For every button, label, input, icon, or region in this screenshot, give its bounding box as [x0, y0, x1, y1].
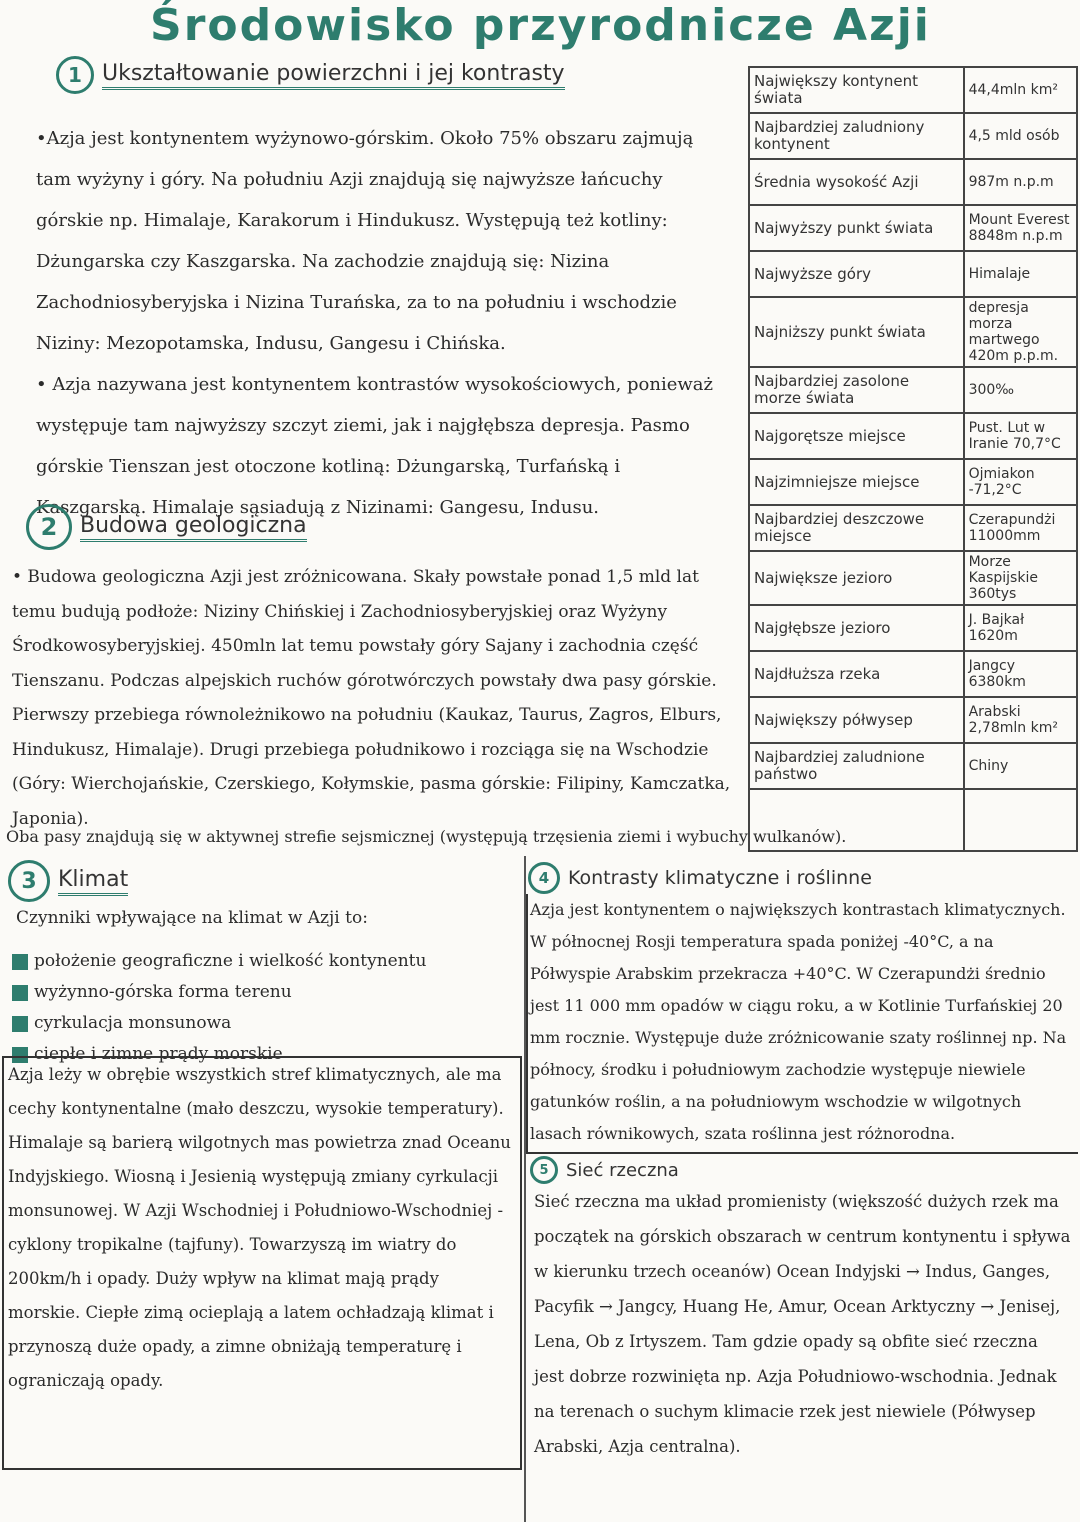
- fact-value: Chiny: [964, 743, 1077, 789]
- fact-value: 300‰: [964, 367, 1077, 413]
- section-4-text: Azja jest kontynentem o największych kontrastach klimatycznych. W północnej Rosji temperatura spada poniżej -40°C, a na Półwyspie Arabskim przekracza +40°C. W Czerapundżi średnio jest 11 000 mm opadów w ciągu roku, a w Kotlinie Turfańskiej 20 mm rocznie. Występuje duże zróżnicowanie szaty roślinnej np. Na północy, środku i południowym zachodzie występuje niewiele gatunków roślin, a na południowym wschodzie w wilgotnych lasach równikowych, szata roślinna jest różnorodna.: [530, 900, 1067, 1143]
- paragraph: • Azja nazywana jest kontynentem kontrastów wysokościowych, ponieważ występuje tam najwyższy szczyt ziemi, jak i najgłębsza depresja. Pasmo górskie Tienszan jest otoczone kotliną: Dżungarską, Turfańską i Kaszgarską. Himalaje sąsiadują z Nizinami: Gangesu, Indusu.: [36, 374, 714, 518]
- section-number: 1: [56, 56, 94, 94]
- facts-row: [749, 251, 1077, 297]
- fact-label: Najdłuższa rzeka: [749, 651, 964, 697]
- fact-label: Najniższy punkt świata: [749, 297, 964, 367]
- section-2-text: [12, 560, 732, 836]
- facts-row: [749, 297, 1077, 367]
- bullet-square-icon: [12, 954, 28, 970]
- section-2-header: [26, 504, 307, 550]
- fact-label: Średnia wysokość Azji: [749, 159, 964, 205]
- facts-row: [749, 697, 1077, 743]
- facts-row: [749, 367, 1077, 413]
- fact-value: [964, 789, 1077, 851]
- fact-label: Najwyższy punkt świata: [749, 205, 964, 251]
- section-5-text: Sieć rzeczna ma układ promienisty (większość dużych rzek ma początek na górskich obszarach w centrum kontynentu i spływa w kierunku trzech oceanów) Ocean Indyjski → Indus, Ganges, Pacyfik → Jangcy, Huang He, Amur, Ocean Arktyczny → Jenisej, Lena, Ob z Irtyszem. Tam gdzie opady są obfite sieć rzeczna jest dobrze rozwinięta np. Azja Południowo-wschodnia. Jednak na terenach o suchym klimacie rzek jest niewiele (Półwysep Arabski, Azja centralna).: [534, 1192, 1071, 1456]
- section-title: Sieć rzeczna: [566, 1159, 679, 1181]
- section-title: Klimat: [58, 867, 128, 896]
- section-4-header: [528, 862, 872, 894]
- fact-label: Najbardziej zaludniony kontynent: [749, 113, 964, 159]
- facts-table: [748, 66, 1078, 852]
- fact-label: Najwyższe góry: [749, 251, 964, 297]
- section-5-header: [530, 1156, 679, 1184]
- bullet-square-icon: [12, 985, 28, 1001]
- climate-intro: Czynniki wpływające na klimat w Azji to:: [16, 908, 368, 928]
- paragraph: • Budowa geologiczna Azji jest zróżnicowana. Skały powstałe ponad 1,5 mld lat temu budują podłoże: Niziny Chińskiej i Zachodniosyberyjskiej oraz Wyżyny Środkowosyberyjskiej. 450mln lat temu powstały góry Sajany i zachodnia część Tienszanu. Podczas alpejskich ruchów górotwórczych powstały dwa pasy górskie. Pierwszy przebiega równoleżnikowo na południu (Kaukaz, Taurus, Zagros, Elburs, Hindukusz, Himalaje). Drugi przebiega południkowo i rozciąga się na Wschodzie (Góry: Wierchojańskie, Czerskiego, Kołymskie, pasma górskie: Filipiny, Kamczatka, Japonia).: [12, 567, 731, 829]
- fact-label: Największy półwysep: [749, 697, 964, 743]
- fact-label: Najzimniejsze miejsce: [749, 459, 964, 505]
- fact-value: depresja morza martwego 420m p.p.m.: [964, 297, 1077, 367]
- facts-row: [749, 205, 1077, 251]
- fact-value: Pust. Lut w Iranie 70,7°C: [964, 413, 1077, 459]
- list-item-text: położenie geograficzne i wielkość kontynentu: [34, 951, 427, 971]
- fact-value: Mount Everest 8848m n.p.m: [964, 205, 1077, 251]
- fact-label: Największe jezioro: [749, 551, 964, 605]
- facts-row: [749, 67, 1077, 113]
- fact-label: Największy kontynent świata: [749, 67, 964, 113]
- section-3-text: Azja leży w obrębie wszystkich stref klimatycznych, ale ma cechy kontynentalne (mało deszczu, wysokie temperatury). Himalaje są barierą wilgotnych mas powietrza znad Oceanu Indyjskiego. Wiosną i Jesienią występują zmiany cyrkulacji monsunowej. W Azji Wschodniej i Południowo-Wschodniej - cyklony tropikalne (tajfuny). Towarzyszą im wiatry do 200km/h i opady. Duży wpływ na klimat mają prądy morskie. Ciepłe zimą ocieplają a latem ochładzają klimat i przynoszą duże opady, a zimne obniżają temperaturę i ograniczają opady.: [8, 1065, 511, 1390]
- bullet-square-icon: [12, 1016, 28, 1032]
- section-number: 5: [530, 1156, 558, 1184]
- section-number: 3: [8, 860, 50, 902]
- list-item-text: ciepłe i zimne prądy morskie: [34, 1044, 283, 1064]
- list-item-text: wyżynno-górska forma terenu: [34, 982, 292, 1002]
- fact-value: Czerapundżi 11000mm: [964, 505, 1077, 551]
- fact-value: 44,4mln km²: [964, 67, 1077, 113]
- climate-factors-list: [12, 946, 426, 1070]
- fact-value: 987m n.p.m: [964, 159, 1077, 205]
- section-title: Kontrasty klimatyczne i roślinne: [568, 867, 872, 889]
- facts-row: [749, 113, 1077, 159]
- fact-value: Himalaje: [964, 251, 1077, 297]
- fact-value: J. Bajkał 1620m: [964, 605, 1077, 651]
- fact-label: Najbardziej zaludnione państwo: [749, 743, 964, 789]
- fact-label: Najbardziej zasolone morze świata: [749, 367, 964, 413]
- fact-value: Arabski 2,78mln km²: [964, 697, 1077, 743]
- list-item: [12, 1008, 426, 1039]
- list-item: [12, 946, 426, 977]
- paragraph: •Azja jest kontynentem wyżynowo-górskim. Około 75% obszaru zajmują tam wyżyny i góry. Na południu Azji znajdują się najwyższe łańcuchy górskie np. Himalaje, Karakorum i Hindukusz. Występują też kotliny: Dżungarska czy Kaszgarska. Na zachodzie znajdują się: Nizina Zachodniosyberyjska i Nizina Turańska, za to na południu i wschodzie Niziny: Mezopotamska, Indusu, Gangesu i Chińska.: [36, 128, 694, 354]
- list-item: [12, 977, 426, 1008]
- section-1-header: [56, 56, 565, 94]
- facts-row: [749, 505, 1077, 551]
- facts-row: [749, 413, 1077, 459]
- section-1-text: [36, 118, 726, 528]
- section-number: 2: [26, 504, 72, 550]
- fact-value: Morze Kaspijskie 360tys: [964, 551, 1077, 605]
- fact-value: Ojmiakon -71,2°C: [964, 459, 1077, 505]
- facts-row: [749, 551, 1077, 605]
- facts-row: [749, 159, 1077, 205]
- section-2-note: Oba pasy znajdują się w aktywnej strefie sejsmicznej (występują trzęsienia ziemi i wybuchy wulkanów).: [6, 827, 847, 846]
- fact-label: Najgorętsze miejsce: [749, 413, 964, 459]
- list-item-text: cyrkulacja monsunowa: [34, 1013, 232, 1033]
- fact-value: Jangcy 6380km: [964, 651, 1077, 697]
- fact-label: Najbardziej deszczowe miejsce: [749, 505, 964, 551]
- section-title: Ukształtowanie powierzchni i jej kontrasty: [102, 61, 565, 90]
- fact-value: 4,5 mld osób: [964, 113, 1077, 159]
- facts-row: [749, 605, 1077, 651]
- page-title: Środowisko przyrodnicze Azji: [150, 0, 931, 51]
- section-number: 4: [528, 862, 560, 894]
- section-3-header: [8, 860, 128, 902]
- section-title: Budowa geologiczna: [80, 513, 307, 542]
- fact-label: Najgłębsze jezioro: [749, 605, 964, 651]
- facts-row: [749, 743, 1077, 789]
- facts-row: [749, 651, 1077, 697]
- facts-row: [749, 459, 1077, 505]
